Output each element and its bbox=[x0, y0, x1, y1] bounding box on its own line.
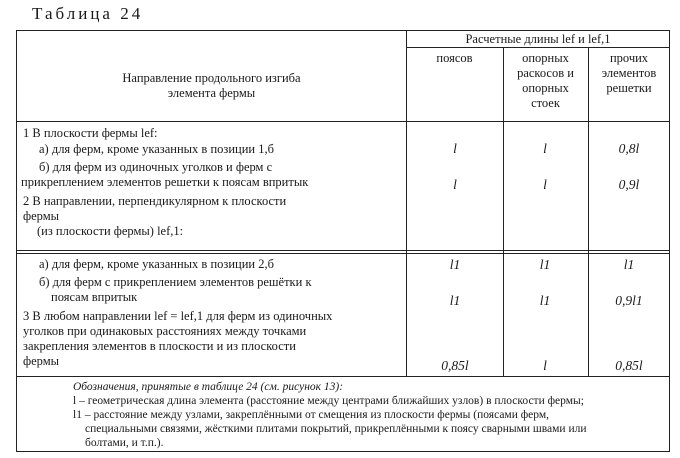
notes bbox=[73, 380, 663, 450]
section1-heading: 1 В плоскости фермы lef: bbox=[23, 126, 158, 140]
value-1a-support: l bbox=[543, 141, 547, 156]
divider bbox=[17, 250, 669, 251]
value-3-support: l bbox=[543, 358, 547, 373]
header-direction: Направление продольного изгиба элемента фермы bbox=[122, 71, 301, 100]
header-col-chords: поясов bbox=[436, 51, 473, 65]
divider bbox=[406, 47, 670, 48]
value-2a-other: l1 bbox=[623, 257, 635, 272]
section3-row: 3 В любом направлении lef = lef,1 для ферм из одиночных уголков при одинаковых расстояниях между точками закрепления элементов в плоскости и из плоскости фермы bbox=[23, 309, 333, 368]
value-2b-other: 0,9l1 bbox=[615, 293, 643, 308]
notes-lead: Обозначения, принятые в таблице 24 (см. рисунок 13): bbox=[73, 381, 344, 393]
section1-row-a: а) для ферм, кроме указанных в позиции 1,б bbox=[39, 142, 274, 156]
section1-row-b: б) для ферм из одиночных уголков и ферм с прикреплением элементов решетки к поясам впритык bbox=[21, 160, 309, 189]
divider bbox=[17, 253, 669, 254]
section2-heading: 2 В направлении, перпендикулярном к плоскости фермы (из плоскости фермы) lef,1: bbox=[23, 194, 287, 238]
header-col-support: опорных раскосов и опорных стоек bbox=[517, 51, 574, 110]
value-1b-support: l bbox=[543, 177, 547, 192]
value-3-other: 0,85l bbox=[615, 358, 643, 373]
value-1a-chords: l bbox=[453, 141, 457, 156]
table-title: Таблица 24 bbox=[32, 4, 144, 23]
value-2b-support: l1 bbox=[539, 293, 551, 308]
section2-row-b: б) для ферм с прикреплением элементов решётки к поясам впритык bbox=[39, 275, 312, 304]
value-2a-chords: l1 bbox=[449, 257, 461, 272]
notes-l1: l1 – расстояние между узлами, закреплёнными от смещения из плоскости фермы (поясами ферм, специальными связями, жёсткими плитами покрытий, прикреплёнными к поясу сварными швами или болтами, и т.п.). bbox=[73, 409, 587, 449]
divider bbox=[17, 376, 669, 377]
value-1a-other: 0,8l bbox=[618, 141, 640, 156]
value-1b-other: 0,9l bbox=[618, 177, 640, 192]
notes-l: l – геометрическая длина элемента (расстояние между центрами ближайших узлов) в плоскости фермы; bbox=[73, 395, 584, 407]
value-2a-support: l1 bbox=[539, 257, 551, 272]
divider bbox=[17, 121, 669, 122]
table-frame bbox=[16, 30, 670, 452]
header-col-other: прочих элементов решетки bbox=[601, 51, 657, 95]
value-1b-chords: l bbox=[453, 177, 457, 192]
header-group: Расчетные длины lef и lef,1 bbox=[465, 32, 611, 46]
value-3-chords: 0,85l bbox=[441, 358, 469, 373]
section2-row-a: а) для ферм, кроме указанных в позиции 2,б bbox=[39, 257, 274, 271]
divider bbox=[406, 31, 407, 376]
value-2b-chords: l1 bbox=[449, 293, 461, 308]
divider bbox=[588, 47, 589, 376]
